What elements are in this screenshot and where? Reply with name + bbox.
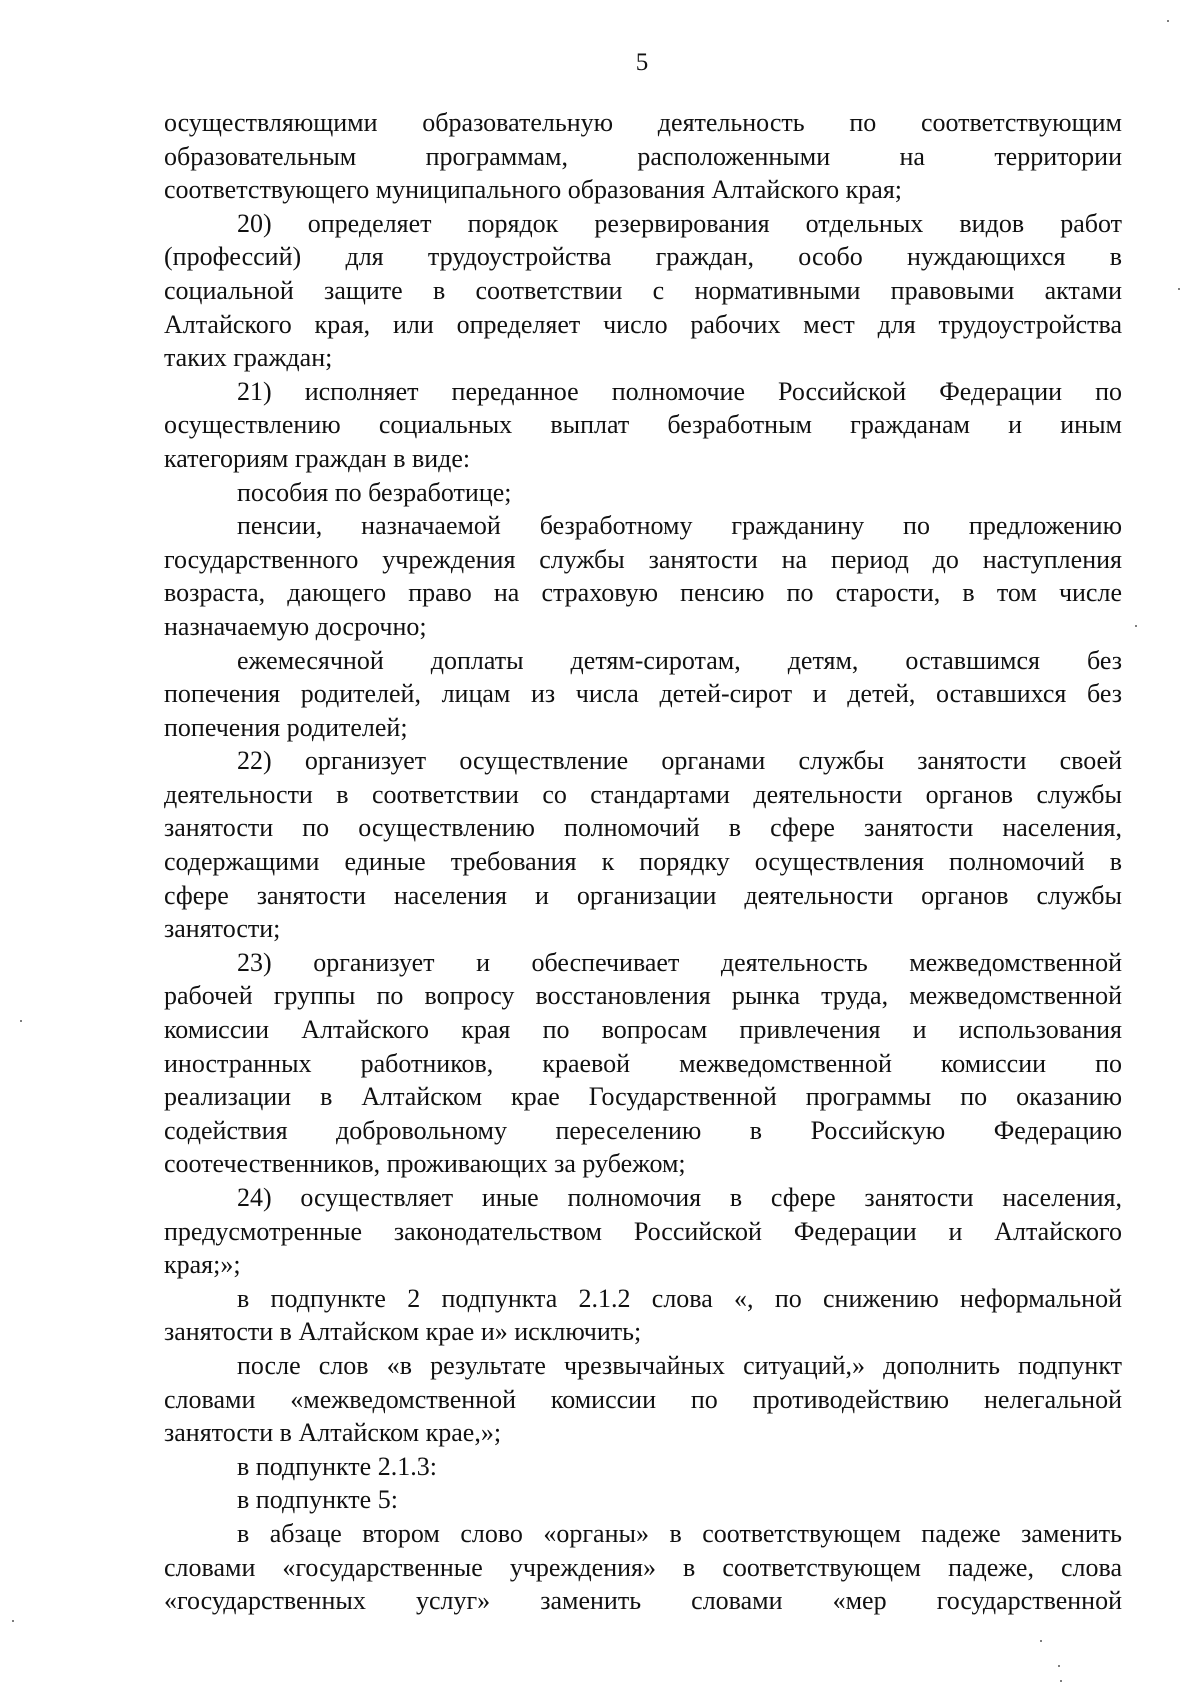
text-line: реализации в Алтайском крае Государственной программы по оказанию bbox=[164, 1082, 1122, 1112]
text-line: пенсии, назначаемой безработному гражданину по предложению bbox=[237, 511, 1122, 541]
scan-speck bbox=[1058, 1665, 1060, 1667]
text-line: сфере занятости населения и организации деятельности органов службы bbox=[164, 880, 1122, 910]
text-line: социальной защите в соответствии с нормативными правовыми актами bbox=[164, 275, 1122, 305]
text-line: Алтайского края, или определяет число рабочих мест для трудоустройства bbox=[164, 309, 1122, 339]
text-line: деятельности в соответствии со стандартами деятельности органов службы bbox=[164, 779, 1122, 809]
scan-speck bbox=[1178, 288, 1180, 290]
scan-speck bbox=[20, 1020, 22, 1022]
text-line: ежемесячной доплаты детям-сиротам, детям, оставшимся без bbox=[237, 645, 1122, 675]
text-line: назначаемую досрочно; bbox=[164, 611, 427, 641]
text-line: пособия по безработице; bbox=[237, 477, 512, 507]
text-line: попечения родителей; bbox=[164, 712, 408, 742]
text-line: осуществлению социальных выплат безработным гражданам и иным bbox=[164, 410, 1122, 440]
text-line: комиссии Алтайского края по вопросам привлечения и использования bbox=[164, 1015, 1122, 1045]
text-line: предусмотренные законодательством Российской Федерации и Алтайского bbox=[164, 1216, 1122, 1246]
text-line: в подпункте 2 подпункта 2.1.2 слова «, по снижению неформальной bbox=[237, 1283, 1122, 1313]
text-line: 20) определяет порядок резервирования отдельных видов работ bbox=[237, 208, 1122, 238]
text-line: занятости в Алтайском крае и» исключить; bbox=[164, 1317, 642, 1347]
text-line: «государственных услуг» заменить словами «мер государственной bbox=[164, 1586, 1122, 1616]
text-line: занятости по осуществлению полномочий в сфере занятости населения, bbox=[164, 813, 1122, 843]
text-line: в абзаце втором слово «органы» в соответствующем падеже заменить bbox=[237, 1518, 1122, 1548]
text-line: края;»; bbox=[164, 1250, 241, 1280]
text-line: образовательным программам, расположенными на территории bbox=[164, 141, 1122, 171]
text-line: государственного учреждения службы занятости на период до наступления bbox=[164, 544, 1122, 574]
scan-speck bbox=[1167, 20, 1169, 22]
text-line: соотечественников, проживающих за рубежом; bbox=[164, 1149, 686, 1179]
text-line: иностранных работников, краевой межведомственной комиссии по bbox=[164, 1048, 1122, 1078]
page-number: 5 bbox=[635, 49, 649, 76]
text-line: в подпункте 2.1.3: bbox=[237, 1451, 437, 1481]
text-line: после слов «в результате чрезвычайных ситуаций,» дополнить подпункт bbox=[237, 1350, 1122, 1380]
text-line: (профессий) для трудоустройства граждан, особо нуждающихся в bbox=[164, 242, 1122, 272]
text-line: занятости; bbox=[164, 914, 281, 944]
text-line: словами «межведомственной комиссии по противодействию нелегальной bbox=[164, 1384, 1122, 1414]
document-body bbox=[164, 106, 1122, 1618]
text-line: 21) исполняет переданное полномочие Российской Федерации по bbox=[237, 376, 1122, 406]
text-line: осуществляющими образовательную деятельность по соответствующим bbox=[164, 108, 1122, 137]
text-line: содействия добровольному переселению в Российскую Федерацию bbox=[164, 1115, 1122, 1145]
text-line: словами «государственные учреждения» в соответствующем падеже, слова bbox=[164, 1552, 1122, 1582]
text-line: попечения родителей, лицам из числа детей-сирот и детей, оставшихся без bbox=[164, 679, 1122, 709]
text-line: 24) осуществляет иные полномочия в сфере занятости населения, bbox=[237, 1183, 1122, 1212]
text-line: категориям граждан в виде: bbox=[164, 443, 471, 473]
text-line: таких граждан; bbox=[164, 343, 333, 373]
scan-speck bbox=[1135, 625, 1137, 627]
text-line: возраста, дающего право на страховую пенсию по старости, в том числе bbox=[164, 578, 1122, 608]
text-line: содержащими единые требования к порядку осуществления полномочий в bbox=[164, 847, 1122, 877]
text-line: соответствующего муниципального образования Алтайского края; bbox=[164, 175, 903, 205]
text-line: в подпункте 5: bbox=[237, 1485, 398, 1515]
scan-speck bbox=[12, 1620, 14, 1622]
text-line: занятости в Алтайском крае,»; bbox=[164, 1418, 502, 1448]
scan-speck bbox=[1040, 1640, 1042, 1642]
text-line: 22) организует осуществление органами службы занятости своей bbox=[237, 746, 1122, 776]
text-line: рабочей группы по вопросу восстановления рынка труда, межведомственной bbox=[164, 981, 1122, 1011]
text-line: 23) организует и обеспечивает деятельность межведомственной bbox=[237, 947, 1122, 977]
scan-speck bbox=[1060, 1680, 1062, 1682]
